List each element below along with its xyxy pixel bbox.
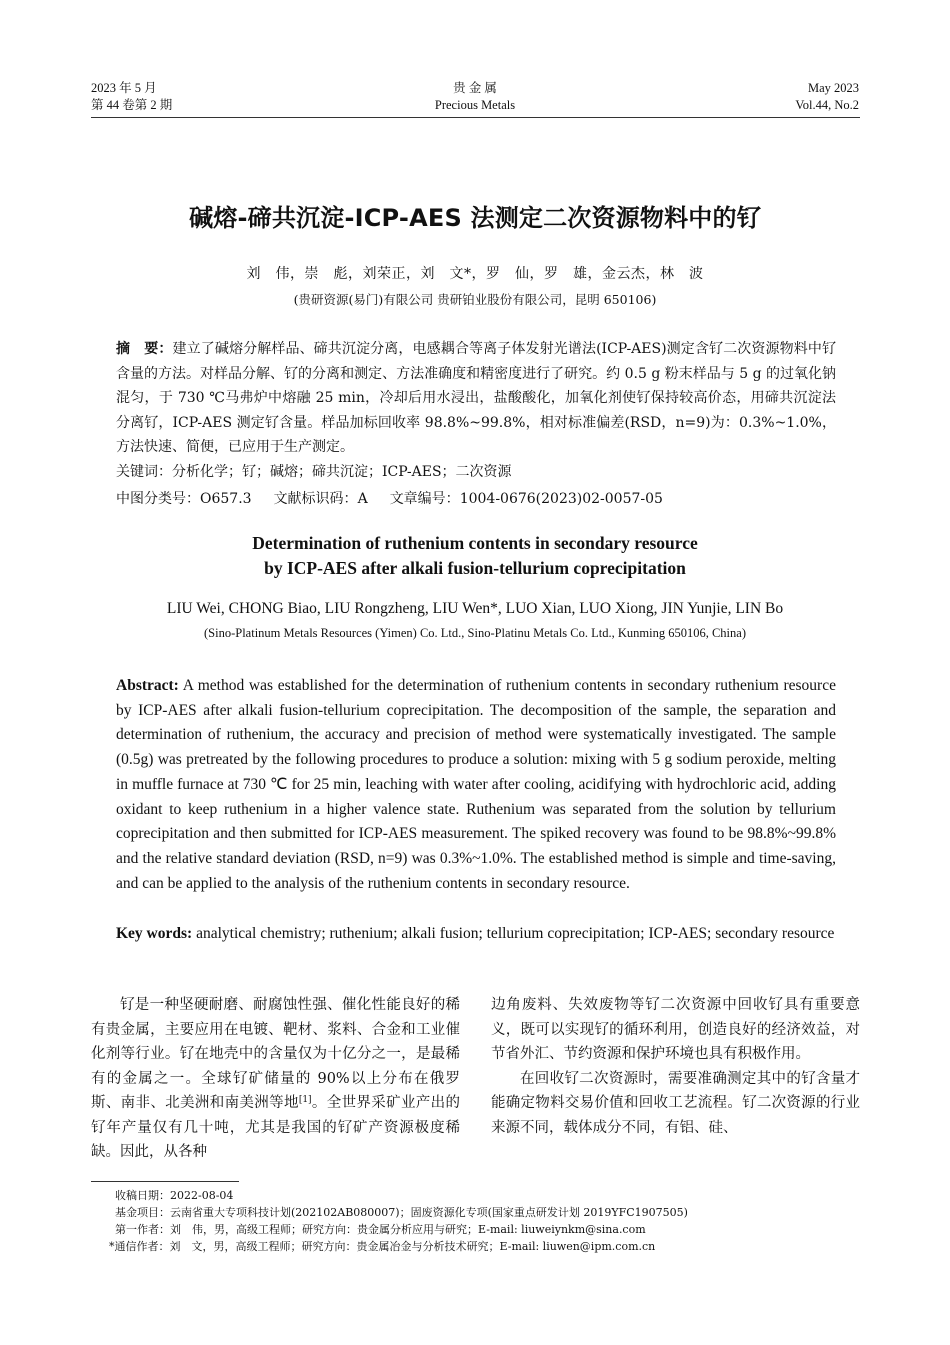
body-column-left: [91, 993, 460, 1165]
citation-ref[interactable]: [1]: [298, 1095, 312, 1105]
journal-name-en: Precious Metals: [434, 98, 516, 112]
header-divider: [91, 117, 860, 118]
volume-issue-en: Vol.44, No.2: [795, 98, 859, 112]
article-no-value: 1004-0676(2023)02-0057-05: [459, 491, 663, 507]
body-text: 钌是一种坚硬耐磨、耐腐蚀性强、催化性能良好的稀有贵金属，主要应用在电镀、靶材、浆料、合金和工业催化剂等行业。钌在地壳中的含量仅为十亿分之一，是最稀有的金属之一。全球钌矿储量的 90%以上分布在俄罗斯、南非、北美洲和南美洲等地: [91, 997, 460, 1111]
keywords-cn-label: 关键词：: [116, 463, 172, 480]
abstract-en: [116, 674, 836, 896]
footnote-received: 收稿日期：2022-08-04: [115, 1189, 234, 1202]
clc-label: 中图分类号：: [116, 491, 200, 507]
abstract-cn: [116, 337, 836, 484]
issue-date-cn: 2023 年 5 月: [91, 81, 157, 95]
abstract-en-label: Abstract:: [116, 677, 179, 694]
body-paragraph: [91, 993, 460, 1165]
body-paragraph: 在回收钌二次资源时，需要准确测定其中的钌含量才能确定物料交易价值和回收工艺流程。钌二次资源的行业来源不同，载体成分不同，有铝、硅、: [491, 1070, 860, 1136]
affiliation-en: (Sino-Platinum Metals Resources (Yimen) Co. Ltd., Sino-Platinu Metals Co. Ltd., Kunming 650106, China): [204, 626, 746, 640]
classification-line: [116, 487, 663, 511]
footnote-corresponding-author: *通信作者：刘 文，男，高级工程师；研究方向：贵金属冶金与分析技术研究；E-mail: liuwen@ipm.com.cn: [109, 1240, 656, 1253]
abstract-cn-label: 摘 要：: [116, 341, 173, 357]
footnote-divider: [91, 1181, 239, 1182]
article-no-label: 文章编号：: [389, 491, 460, 507]
keywords-en: [116, 922, 836, 947]
footnotes: [91, 1187, 871, 1255]
keywords-en-label: Key words:: [116, 925, 193, 942]
affiliation-cn: (贵研资源(易门)有限公司 贵研铂业股份有限公司，昆明 650106): [293, 292, 657, 307]
paper-title-en-line2: by ICP-AES after alkali fusion-tellurium coprecipitation: [264, 558, 686, 578]
keywords-cn-text: 分析化学；钌；碱熔；碲共沉淀；ICP-AES；二次资源: [172, 463, 512, 480]
volume-issue-cn: 第 44 卷第 2 期: [91, 98, 173, 112]
journal-name-cn: 贵 金 属: [453, 81, 497, 95]
footnote-first-author: 第一作者：刘 伟，男，高级工程师；研究方向：贵金属分析应用与研究；E-mail: liuweiynkm@sina.com: [115, 1223, 646, 1236]
paper-title-en-line1: Determination of ruthenium contents in secondary resource: [252, 533, 698, 553]
footnote-fund: 基金项目：云南省重大专项科技计划(202102AB080007)；固废资源化专项(国家重点研发计划 2019YFC1907505): [115, 1206, 688, 1219]
doc-code-label: 文献标识码：: [273, 491, 358, 507]
doc-code-value: A: [357, 491, 368, 507]
keywords-en-text: analytical chemistry; ruthenium; alkali fusion; tellurium coprecipitation; ICP-AES; secondary resource: [196, 925, 835, 942]
abstract-cn-text: 建立了碱熔分解样品、碲共沉淀分离，电感耦合等离子体发射光谱法(ICP-AES)测定含钌二次资源物料中钌含量的方法。对样品分解、钌的分离和测定、方法准确度和精密度进行了研究。约 0.5 g 粉末样品与 5 g 的过氧化钠混匀，于 730 ℃马弗炉中熔融 25 min，冷却后用水浸出，盐酸酸化，加氧化剂使钌保持较高价态，用碲共沉淀法分离钌，ICP-AES 测定钌含量。样品加标回收率 98.8%~99.8%，相对标准偏差(RSD，n=9)为：0.3%~1.0%，方法快速、简便，已应用于生产测定。: [116, 341, 836, 455]
body-text: 。全世界采矿业产出的钌年产量仅有几十吨，尤其是我国的钌矿产资源极度稀缺。因此，从各种: [91, 1095, 460, 1160]
abstract-en-text: A method was established for the determination of ruthenium contents in secondary ruthenium resource by ICP-AES after alkali fusion-tellurium coprecipitation. The decomposition of the sample, the separation and determination of ruthenium, the accuracy and precision of method were systematically investigated. The sample (0.5g) was pretreated by the following procedures to produce a solution: mixing with 5 g sodium peroxide, melting in muffle furnace at 730 ℃ for 25 min, leaching with water after cooling, acidifying with hydrochloric acid, adding oxidant to keep ruthenium in a higher valence state. Ruthenium was separated from the solution by tellurium coprecipitation and then submitted for ICP-AES measurement. The spiked recovery was found to be 98.8%~99.8% and the relative standard deviation (RSD, n=9) was 0.3%~1.0%. The established method is simple and time-saving, and can be applied to the analysis of the ruthenium contents in secondary resource.: [116, 677, 836, 892]
running-header-right: [795, 80, 859, 114]
body-paragraph: 边角废料、失效废物等钌二次资源中回收钌具有重要意义，既可以实现钌的循环利用，创造良好的经济效益，对节省外汇、节约资源和保护环境也具有积极作用。: [491, 997, 860, 1062]
clc-value: O657.3: [200, 491, 252, 507]
author-list-cn: 刘 伟，崇 彪，刘荣正，刘 文*，罗 仙，罗 雄，金云杰，林 波: [246, 266, 704, 282]
author-list-en: LIU Wei, CHONG Biao, LIU Rongzheng, LIU Wen*, LUO Xian, LUO Xiong, JIN Yunjie, LIN Bo: [166, 600, 784, 617]
paper-title-cn: 碱熔-碲共沉淀-ICP-AES 法测定二次资源物料中的钌: [189, 204, 761, 232]
issue-date-en: May 2023: [807, 81, 859, 95]
body-column-right: [491, 993, 860, 1140]
paper-title-en: [0, 531, 950, 581]
